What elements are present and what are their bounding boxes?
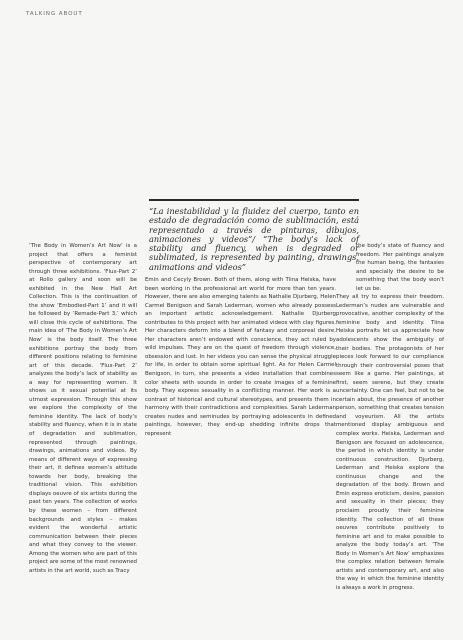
article-column-3-intro: the body’s state of fluency and freedom. Her paintings analyze the human being, the fantasies and specially the desire to be something that the body won’t let us be. <box>356 243 444 292</box>
pull-quote: “La inestabilidad y la fluidez del cuerpo, tanto en estado de degradación como de sublimación, está representado a través de pinturas, dibujos, animaciones y videos”/ “The body’s lack of stability and fluency, when is degraded or sublimated, is represented by painting, drawings, animations and videos” <box>149 206 359 272</box>
pull-quote-rule <box>149 199 359 201</box>
article-column-1 <box>29 242 137 627</box>
article-column-3 <box>336 242 444 627</box>
article-column-2-text: Emin and Cecyly Brown. Both of them, along with Tiina Heiska, have been working in the professional art world for more than ten years. However, there are also emerging talents as Nathalie Djurberg, Helen Carmel Benigson and Sarah Lederman, women who already possess an important artistic acknowledgement. Nathalie Djurberg contributes to this project with her animated videos with clay figures. Her characters deform into a blend of fantasy and corporeal desire. Her characters aren’t endowed with conscience, they act ruled by wild impulses. They are on the quest of freedom through violence, obsession and lust. In her videos you can sense the physical struggle for life, in order to obtain some spiritual light. As for Helen Carmel Benigson, in turn, she presents a video installation that combines color sheets with sounds in order to create images of a feminine body. They express sexuality in a conflicting manner. Her work is a contrast of historical and cultural stereotypes, and presents them in harmony with their contradictions and complexities. Sarah Lederman creates nudes and seminudes by portraying adolescents in defined paintings, however, they end-up shedding infinite drops that represent <box>145 277 336 437</box>
article-column-1-text: ‘The Body in Women’s Art Now’ is a project that offers a feminist perspective of contemporary art through three exhibitions. ‘Flux-Part 2’ at Rollo gallery and soon will be exhibited in the New Hall Art Collection. This is the continuation of the show ‘Embodied-Part 1’ and it will be followed by ‘Remade-Part 3,’ which will close this cycle of exhibitions. The main idea of ‘The Body in Women’s Art Now’ is the body itself. The three exhibitions portray the body from different positions relating to feminine art of this decade. ‘Flux-Part 2’ analyzes the body’s lack of stability as a way for representing women. It shows us it sexual potential at its utmost expression. Through this show we explore the complexity of the feminine identity. The lack of body’s stability and fluency, when it is in state of degradation and sublimation, represented through paintings, drawings, animations and videos. By means of different ways of expressing their art, it defines women’s attitude towards her body, breaking the traditional vision. This exhibition displays oeuvre of six artists during the past ten years. The collection of works by these women – from different backgrounds and styles – makes evident the wonderful artistic communication between their pieces and what they convey to the viewer. Among the women who are part of this project are some of the most renowned artists in the art world, such as Tracy <box>29 243 137 574</box>
section-label: TALKING ABOUT <box>26 11 83 17</box>
article-column-3-text: They all try to express their freedom. Lederman’s nudes are vulnerable and provocative, another complexity of the feminine body and identity. Tiina Heiska portraits let us appreciate how adolescents show the ambiguity of their bodies. The protagonists of her pieces look forward to our compliance through their controversial poses that seem like a game. Her paintings, at first, seem serene, but they create uncertainty. One can feel, but not to be certain about, the presence of another person, something that creates tension and voyeurism. All the artists mentioned display ambiguous and complex works. Heiska, Lederman and Benigson are focused on adolescence, the period in which identity is under continuous construction. Djurberg, Lederman and Heiska explore the continuous change and the degradation of the body. Brown and Emin express eroticism, desire, passion and sexuality in their pieces; they proclaim proudly their feminine identity. The collection of all these oeuvres contribute positively to feminine art and to make possible to analyze the body today’s art. ‘The Body in Women’s Art Now’ emphasizes the complex relation between female artists and contemporary art, and also the way in which the feminine identity is always a work in progress. <box>336 294 444 591</box>
article-column-2 <box>145 276 336 627</box>
